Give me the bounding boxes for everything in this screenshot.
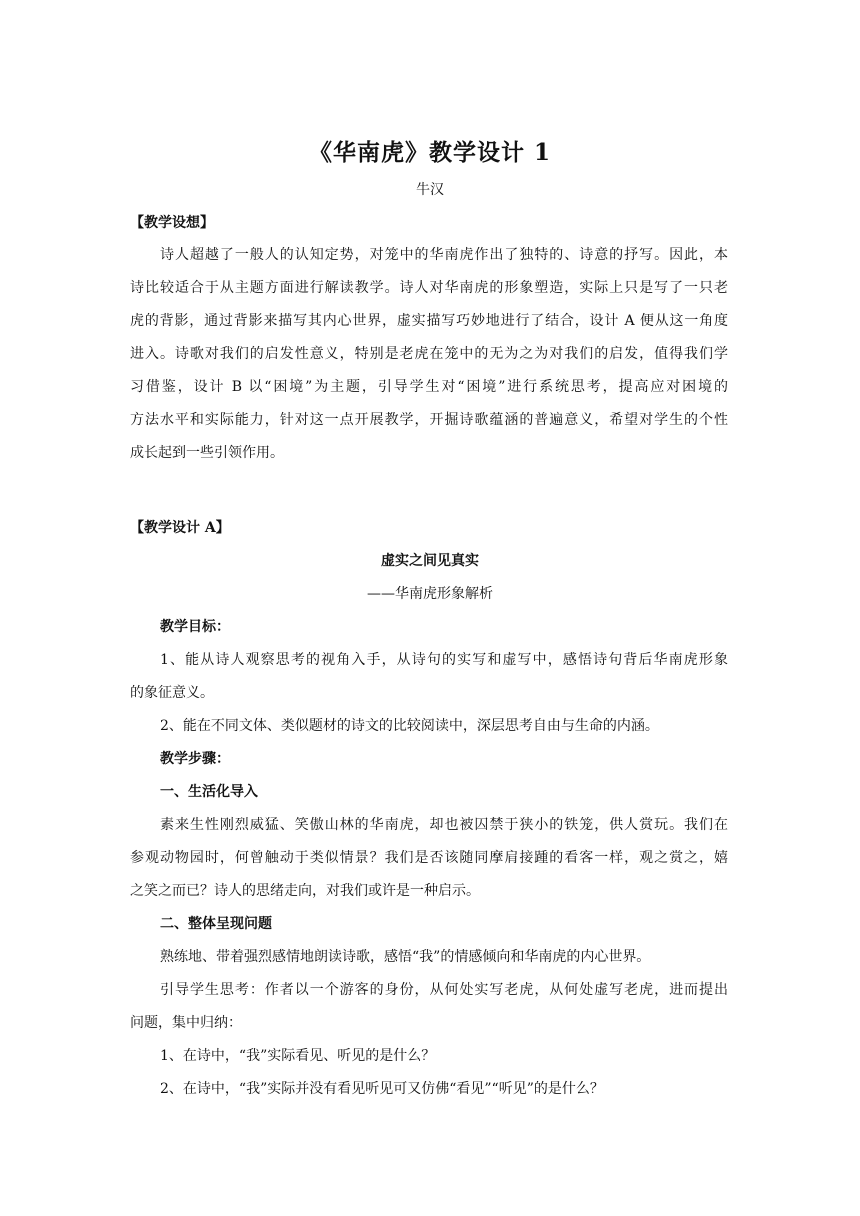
paragraph-line: 方法水平和实际能力，针对这一点开展教学，开掘诗歌蕴涵的普遍意义，希望对学生的个性 <box>130 412 728 428</box>
steps-heading: 教学步骤： <box>160 751 230 767</box>
section-heading-teaching-idea: 【教学设想】 <box>130 215 214 231</box>
paragraph-line: 参观动物园时，何曾触动于类似情景？我们是否该随同摩肩接踵的看客一样，观之赏之，嬉 <box>130 850 728 866</box>
paragraph-line: 素来生性刚烈威猛、笑傲山林的华南虎，却也被囚禁于狭小的铁笼，供人赏玩。我们在 <box>160 817 728 833</box>
step2-heading: 二、整体呈现问题 <box>160 916 272 932</box>
document-title: 《华南虎》教学设计 1 <box>308 139 551 166</box>
paragraph-line: 习借鉴，设计 B 以“困境”为主题，引导学生对“困境”进行系统思考，提高应对困境的 <box>130 379 728 395</box>
paragraph-line: 引导学生思考：作者以一个游客的身份，从何处实写老虎，从何处虚写老虎，进而提出 <box>160 982 728 998</box>
paragraph-line: 诗人超越了一般人的认知定势，对笼中的华南虎作出了独特的、诗意的抒写。因此，本 <box>160 247 728 263</box>
step1-heading: 一、生活化导入 <box>160 784 258 800</box>
paragraph-line: 问题，集中归纳： <box>130 1015 242 1031</box>
paragraph-line: 之笑之而已？诗人的思绪走向，对我们或许是一种启示。 <box>130 883 480 899</box>
author-name: 牛汉 <box>416 182 444 198</box>
goal-line: 的象征意义。 <box>130 685 214 701</box>
design-subsubtitle: ——华南虎形象解析 <box>367 586 493 602</box>
goal-line: 1、能从诗人观察思考的视角入手，从诗句的实写和虚写中，感悟诗句背后华南虎形象 <box>160 652 728 668</box>
question-1: 1、在诗中，“我”实际看见、听见的是什么？ <box>160 1048 436 1064</box>
paragraph-line: 进入。诗歌对我们的启发性意义，特别是老虎在笼中的无为之为对我们的启发，值得我们学 <box>130 346 728 362</box>
goal-line: 2、能在不同文体、类似题材的诗文的比较阅读中，深层思考自由与生命的内涵。 <box>160 718 659 734</box>
design-subtitle: 虚实之间见真实 <box>381 553 479 569</box>
goals-heading: 教学目标： <box>160 619 230 635</box>
question-2: 2、在诗中，“我”实际并没有看见听见可又仿佛“看见”“听见”的是什么？ <box>160 1081 604 1097</box>
paragraph-line: 诗比较适合于从主题方面进行解读教学。诗人对华南虎的形象塑造，实际上只是写了一只老 <box>130 280 728 296</box>
paragraph-line: 成长起到一些引领作用。 <box>130 445 284 461</box>
section-heading-design-a: 【教学设计 A】 <box>130 520 230 536</box>
paragraph-line: 熟练地、带着强烈感情地朗读诗歌，感悟“我”的情感倾向和华南虎的内心世界。 <box>160 949 651 965</box>
paragraph-line: 虎的背影，通过背影来描写其内心世界，虚实描写巧妙地进行了结合，设计 A 便从这一角度 <box>130 313 728 329</box>
